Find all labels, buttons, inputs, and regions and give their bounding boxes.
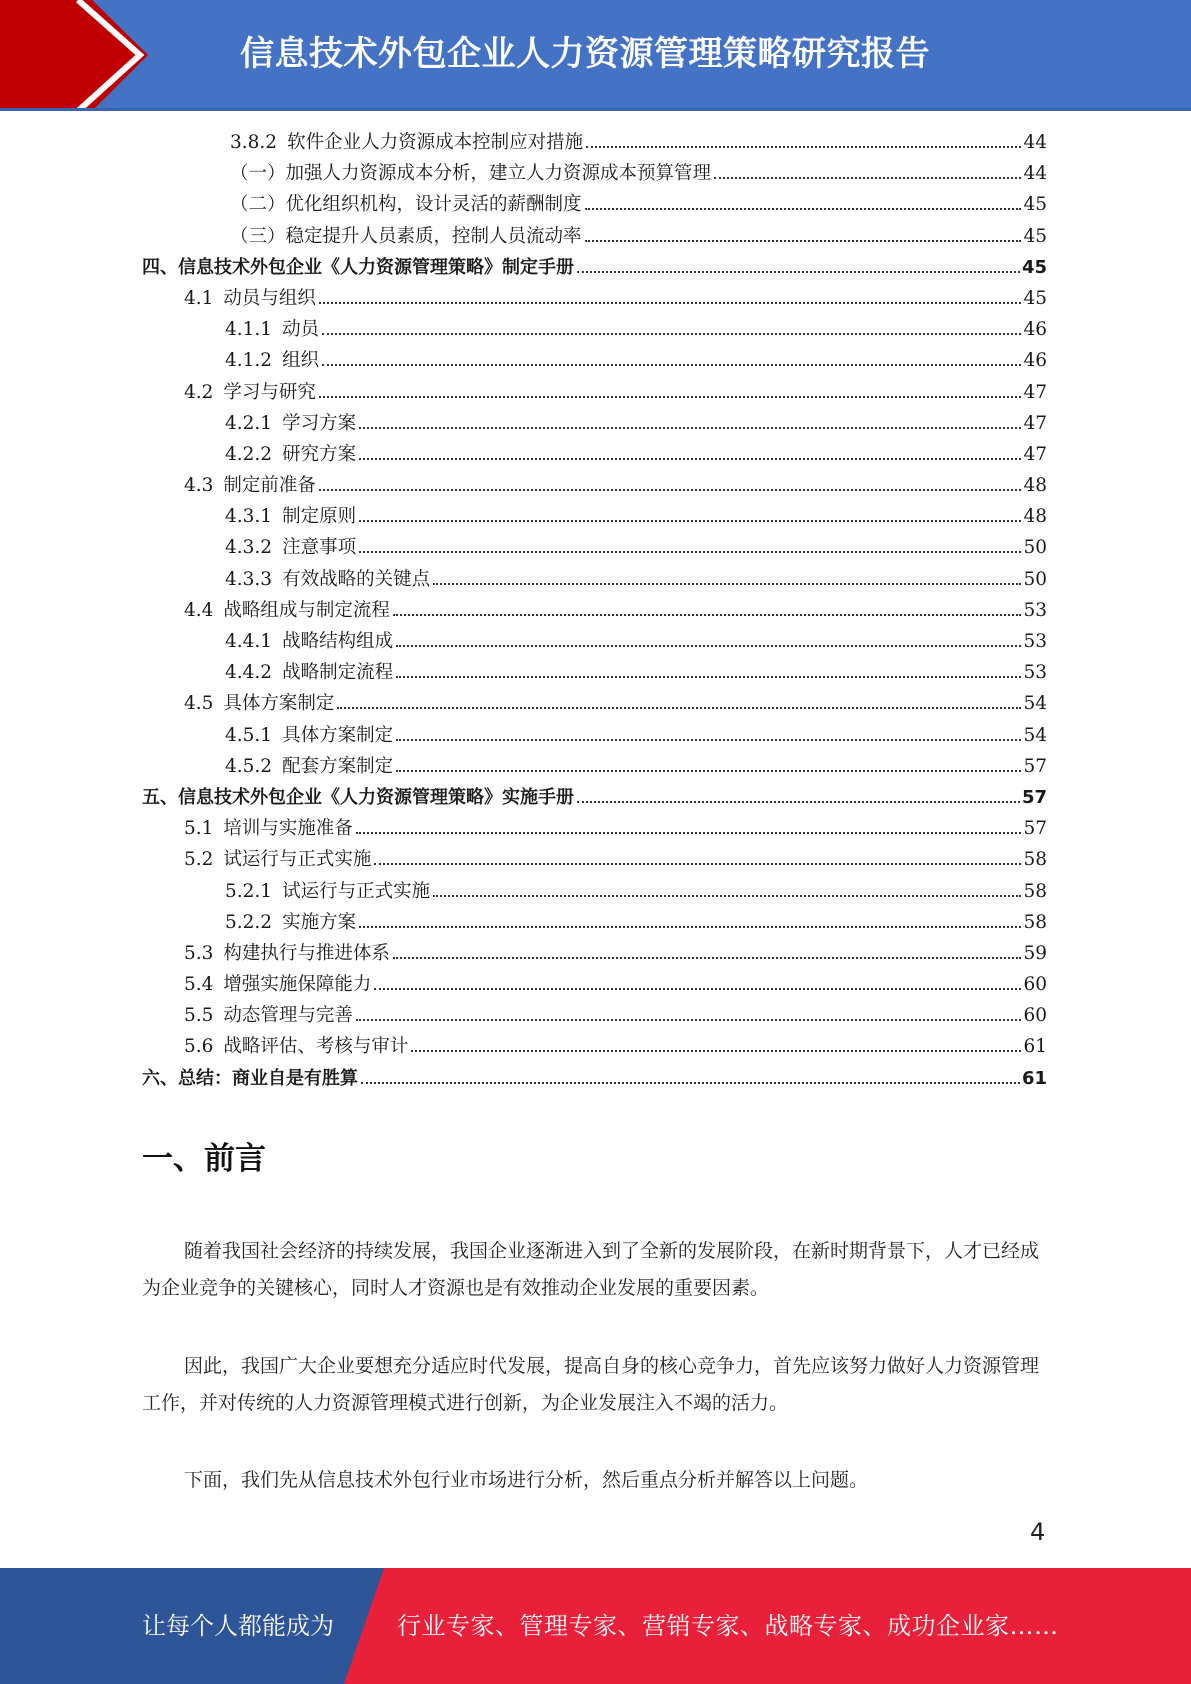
toc-entry-label: 具体方案制定 xyxy=(282,724,394,746)
toc-entry-number: 5.5 xyxy=(184,1005,214,1027)
toc-dot-leader xyxy=(359,458,1021,460)
toc-entry-page: 60 xyxy=(1023,1005,1047,1027)
toc-entry-number: 4.1.1 xyxy=(225,319,273,341)
toc-entry-number: 5.2 xyxy=(184,849,214,871)
toc-entry[interactable] xyxy=(142,845,1047,876)
toc-dot-leader xyxy=(586,146,1021,148)
toc-entry-page: 57 xyxy=(1021,786,1047,808)
toc-entry-number: 4.3.1 xyxy=(225,506,273,528)
toc-entry-number: 4.5.2 xyxy=(225,755,273,777)
toc-dot-leader xyxy=(322,333,1021,335)
toc-entry-number: 5.1 xyxy=(184,818,214,840)
toc-entry-label: 注意事项 xyxy=(282,537,357,559)
toc-entry-number: 4.4.1 xyxy=(225,631,273,652)
toc-entry-label: 软件企业人力资源成本控制应对措施 xyxy=(287,132,584,153)
toc-entry-page: 58 xyxy=(1023,911,1047,933)
toc-entry[interactable] xyxy=(142,346,1047,377)
toc-dot-leader xyxy=(356,832,1022,834)
toc-entry-page: 48 xyxy=(1023,475,1047,497)
toc-entry-number: 3.8.2 xyxy=(230,132,278,153)
toc-entry-label: 构建执行与推进体系 xyxy=(223,942,390,964)
toc-entry-number: 4.2.1 xyxy=(225,412,273,434)
toc-entry-page: 44 xyxy=(1023,132,1047,153)
toc-entry-number: 4.2 xyxy=(184,381,214,403)
toc-entry[interactable] xyxy=(142,877,1047,908)
toc-entry-page: 54 xyxy=(1023,724,1047,746)
toc-entry-number: 4.5.1 xyxy=(225,724,273,746)
toc-entry-page: 57 xyxy=(1023,818,1047,840)
toc-entry-label: 有效战略的关键点 xyxy=(282,568,431,590)
toc-entry[interactable] xyxy=(142,658,1047,689)
toc-entry-label: 战略结构组成 xyxy=(282,631,394,652)
toc-entry-label: 战略组成与制定流程 xyxy=(223,599,390,621)
toc-entry-label: 四、信息技术外包企业《人力资源管理策略》制定手册 xyxy=(142,256,574,278)
toc-entry[interactable] xyxy=(142,315,1047,346)
toc-entry[interactable] xyxy=(142,1032,1047,1063)
toc-entry-number: 4.3.3 xyxy=(225,568,273,590)
toc-entry-label: 战略评估、考核与审计 xyxy=(223,1036,409,1058)
toc-dot-leader xyxy=(585,240,1022,242)
toc-dot-leader xyxy=(319,489,1022,491)
toc-entry[interactable] xyxy=(142,533,1047,564)
toc-entry-label: 学习与研究 xyxy=(223,381,316,403)
toc-entry-page: 46 xyxy=(1023,319,1047,341)
toc-dot-leader xyxy=(411,1050,1021,1052)
toc-entry-number: 4.3 xyxy=(184,475,214,497)
header-arrow-decoration xyxy=(0,0,160,111)
toc-entry-label: 实施方案 xyxy=(282,911,357,933)
toc-entry[interactable] xyxy=(142,627,1047,658)
toc-dot-leader xyxy=(714,177,1021,179)
toc-entry[interactable] xyxy=(142,159,1047,190)
toc-entry[interactable] xyxy=(142,565,1047,596)
toc-entry-label: 组织 xyxy=(282,350,320,372)
toc-entry-label: 培训与实施准备 xyxy=(223,818,353,840)
body-paragraph: 因此，我国广大企业要想充分适应时代发展，提高自身的核心竞争力，首先应该努力做好人力资源管理工作，并对传统的人力资源管理模式进行创新，为企业发展注入不竭的活力。 xyxy=(142,1355,1040,1414)
toc-entry[interactable] xyxy=(142,721,1047,752)
toc-entry[interactable] xyxy=(142,190,1047,221)
section-heading: 一、前言 xyxy=(142,1141,266,1177)
toc-entry-label: 配套方案制定 xyxy=(282,755,394,777)
toc-entry[interactable] xyxy=(142,783,1047,814)
toc-entry-page: 61 xyxy=(1021,1067,1047,1089)
toc-entry-label: （三）稳定提升人员素质，控制人员流动率 xyxy=(230,225,582,247)
toc-entry-page: 45 xyxy=(1023,287,1047,309)
toc-entry-page: 44 xyxy=(1023,163,1047,185)
toc-entry-page: 47 xyxy=(1023,381,1047,403)
toc-dot-leader xyxy=(361,1082,1020,1084)
toc-entry-page: 53 xyxy=(1023,599,1047,621)
toc-entry-number: 4.4 xyxy=(184,599,214,621)
toc-dot-leader xyxy=(322,364,1021,366)
toc-entry[interactable] xyxy=(142,253,1047,284)
toc-entry-page: 59 xyxy=(1023,942,1047,964)
footer-slogan-right: 行业专家、管理专家、营销专家、战略专家、成功企业家…… xyxy=(397,1612,1059,1640)
toc-entry[interactable] xyxy=(142,128,1047,159)
toc-entry-number: 5.3 xyxy=(184,942,214,964)
toc-dot-leader xyxy=(585,208,1022,210)
toc-dot-leader xyxy=(359,551,1021,553)
toc-entry[interactable] xyxy=(142,378,1047,409)
toc-entry[interactable] xyxy=(142,222,1047,253)
toc-entry-page: 58 xyxy=(1023,849,1047,871)
toc-dot-leader xyxy=(433,583,1021,585)
toc-entry-label: 动态管理与完善 xyxy=(223,1005,353,1027)
header-divider xyxy=(0,108,1191,111)
toc-entry[interactable] xyxy=(142,970,1047,1001)
toc-dot-leader xyxy=(337,707,1021,709)
toc-entry-page: 47 xyxy=(1023,443,1047,465)
toc-entry[interactable] xyxy=(142,471,1047,502)
toc-entry-number: 5.6 xyxy=(184,1036,214,1058)
toc-dot-leader xyxy=(374,988,1021,990)
toc-dot-leader xyxy=(393,957,1022,959)
toc-entry[interactable] xyxy=(142,689,1047,720)
footer-slogan-left: 让每个人都能成为 xyxy=(142,1612,334,1640)
toc-entry-label: 动员与组织 xyxy=(223,287,316,309)
toc-entry-page: 47 xyxy=(1023,412,1047,434)
toc-dot-leader xyxy=(396,676,1021,678)
toc-entry-label: （二）优化组织机构，设计灵活的薪酬制度 xyxy=(230,194,582,216)
toc-entry-page: 57 xyxy=(1023,755,1047,777)
toc-dot-leader xyxy=(359,520,1021,522)
toc-entry-page: 50 xyxy=(1023,537,1047,559)
toc-dot-leader xyxy=(359,427,1021,429)
toc-entry-page: 45 xyxy=(1023,225,1047,247)
toc-dot-leader xyxy=(577,801,1020,803)
toc-entry-page: 48 xyxy=(1023,506,1047,528)
toc-entry-label: 学习方案 xyxy=(282,412,357,434)
toc-entry[interactable] xyxy=(142,939,1047,970)
toc-entry-number: 5.2.1 xyxy=(225,880,273,902)
toc-dot-leader xyxy=(577,271,1020,273)
page-number: 4 xyxy=(1030,1518,1046,1546)
toc-entry-label: 动员 xyxy=(282,319,320,341)
toc-entry-page: 45 xyxy=(1021,256,1047,278)
toc-entry[interactable] xyxy=(142,752,1047,783)
toc-entry-label: 五、信息技术外包企业《人力资源管理策略》实施手册 xyxy=(142,786,574,808)
toc-entry-number: 4.3.2 xyxy=(225,537,273,559)
toc-entry-label: 制定原则 xyxy=(282,506,357,528)
toc-dot-leader xyxy=(374,863,1021,865)
toc-entry[interactable] xyxy=(142,814,1047,845)
toc-entry-label: 六、总结：商业自是有胜算 xyxy=(142,1067,358,1089)
toc-entry-page: 58 xyxy=(1023,880,1047,902)
toc-dot-leader xyxy=(319,396,1022,398)
toc-entry-number: 5.2.2 xyxy=(225,911,273,933)
toc-entry[interactable] xyxy=(142,1001,1047,1032)
toc-entry-label: 研究方案 xyxy=(282,443,357,465)
toc-entry-page: 53 xyxy=(1023,662,1047,684)
toc-dot-leader xyxy=(319,302,1022,304)
toc-dot-leader xyxy=(396,770,1021,772)
toc-entry-number: 5.4 xyxy=(184,974,214,996)
toc-dot-leader xyxy=(393,614,1022,616)
page-footer xyxy=(0,1568,1191,1684)
toc-entry-label: 战略制定流程 xyxy=(282,662,394,684)
toc-entry-page: 53 xyxy=(1023,631,1047,652)
toc-entry-label: 制定前准备 xyxy=(223,475,316,497)
toc-entry-page: 45 xyxy=(1023,194,1047,216)
toc-entry-label: （一）加强人力资源成本分析，建立人力资源成本预算管理 xyxy=(230,163,712,185)
toc-entry-number: 4.5 xyxy=(184,693,214,715)
toc-entry-number: 4.1.2 xyxy=(225,350,273,372)
toc-entry-label: 试运行与正式实施 xyxy=(282,880,431,902)
toc-dot-leader xyxy=(433,895,1021,897)
toc-entry[interactable] xyxy=(142,596,1047,627)
toc-dot-leader xyxy=(356,1019,1022,1021)
toc-entry-page: 60 xyxy=(1023,974,1047,996)
toc-entry-number: 4.4.2 xyxy=(225,662,273,684)
toc-entry-label: 具体方案制定 xyxy=(223,693,335,715)
toc-entry-page: 50 xyxy=(1023,568,1047,590)
report-title: 信息技术外包企业人力资源管理策略研究报告 xyxy=(240,34,930,74)
toc-entry[interactable] xyxy=(142,908,1047,939)
toc-entry-label: 增强实施保障能力 xyxy=(223,974,372,996)
page-header xyxy=(0,0,1191,111)
toc-entry[interactable] xyxy=(142,440,1047,471)
toc-entry-label: 试运行与正式实施 xyxy=(223,849,372,871)
toc-entry-number: 4.1 xyxy=(184,287,214,309)
toc-dot-leader xyxy=(396,645,1021,647)
toc-dot-leader xyxy=(396,739,1021,741)
toc-entry[interactable] xyxy=(142,284,1047,315)
toc-entry-page: 61 xyxy=(1023,1036,1047,1058)
toc-entry[interactable] xyxy=(142,1064,1047,1095)
toc-entry-page: 54 xyxy=(1023,693,1047,715)
table-of-contents xyxy=(142,128,1047,1095)
body-paragraph: 随着我国社会经济的持续发展，我国企业逐渐进入到了全新的发展阶段，在新时期背景下，人才已经成为企业竞争的关键核心，同时人才资源也是有效推动企业发展的重要因素。 xyxy=(142,1240,1040,1299)
toc-dot-leader xyxy=(359,926,1021,928)
toc-entry[interactable] xyxy=(142,409,1047,440)
toc-entry[interactable] xyxy=(142,502,1047,533)
toc-entry-number: 4.2.2 xyxy=(225,443,273,465)
toc-entry-page: 46 xyxy=(1023,350,1047,372)
body-paragraph: 下面，我们先从信息技术外包行业市场进行分析，然后重点分析并解答以上问题。 xyxy=(184,1469,869,1491)
